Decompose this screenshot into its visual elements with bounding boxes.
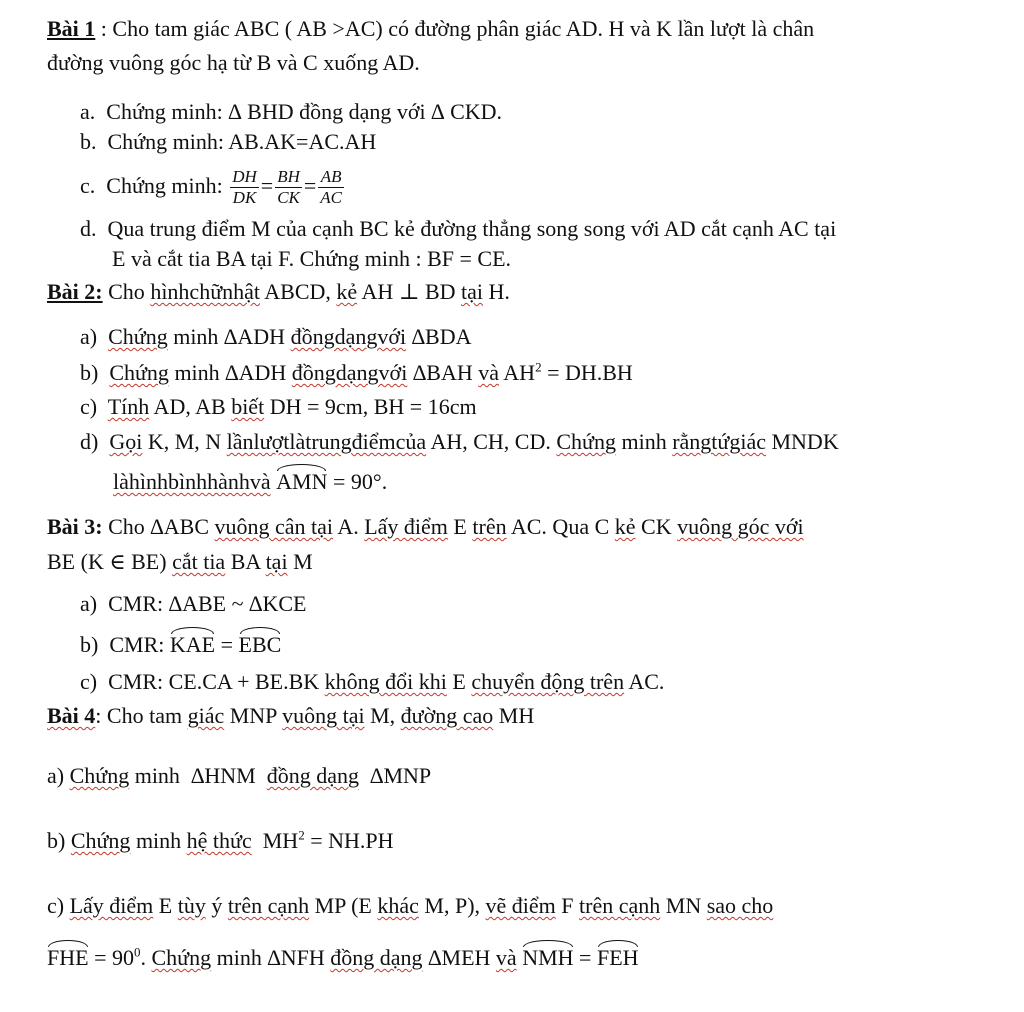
bai3-heading: Bài 3:: [47, 514, 103, 539]
bai1-item-d-cont: E và cắt tia BA tại F. Chứng minh : BF = CE.: [112, 246, 512, 271]
bai2-item-d: d) Gọi K, M, N lầnlượtlàtrungđiểmcủa AH, CH, CD. Chứng minh rằngtứgiác MNDK: [80, 429, 839, 454]
bai1-line1: Bài 1 : Cho tam giác ABC ( AB >AC) có đường phân giác AD. H và K lần lượt là chân: [47, 16, 815, 41]
bai4-item-b: b) Chứng minh hệ thức $MH^2 = NH.PH$: [47, 827, 394, 853]
bai4-heading: Bài 4: [47, 703, 96, 728]
bai2-item-d-cont: làhìnhbìnhhànhvà AMN = 90°.: [113, 464, 387, 496]
bai4-line1: Bài 4: Cho tam giác MNP vuông tại M, đường cao MH: [47, 703, 535, 728]
bai1-line2: đường vuông góc hạ từ B và C xuống AD.: [47, 50, 420, 75]
bai3-item-c: c) CMR: CE.CA + BE.BK không đổi khi E chuyển động trên AC.: [80, 669, 665, 694]
bai1-text: Cho tam giác ABC ( AB >AC) có đường phân giác AD. H và K lần lượt là chân: [112, 16, 815, 41]
fraction-ab-ac: $\frac{AB}{AC}$: [320, 167, 343, 208]
angle-feh: FEH: [597, 940, 639, 972]
bai1-item-d: d. Qua trung điểm M của cạnh BC kẻ đường thẳng song song với AD cắt cạnh AC tại: [80, 216, 837, 241]
angle-kae: KAE: [170, 627, 215, 659]
angle-fhe: FHE: [47, 940, 89, 972]
bai1-heading: Bài 1: [47, 16, 96, 41]
bai1-item-b: b. Chứng minh: AB.AK=AC.AH: [80, 129, 377, 154]
bai2-line1: Bài 2: Cho hìnhchữnhật ABCD, kẻ AH ⊥ BD tại H.: [47, 279, 510, 304]
angle-nmh: NMH: [522, 940, 573, 972]
bai1-item-c: c. Chứng minh: $\frac{DH}{DK}$ = $\frac{BH}{CK}$ = $\frac{AB}{AC}$: [80, 167, 343, 208]
bai4-item-a: a) Chứng minh ∆HNM đồng dạng ∆MNP: [47, 763, 432, 788]
fraction-bh-ck: $\frac{BH}{CK}$: [277, 167, 300, 208]
bai2-item-a: a) Chứng minh ∆ADH đồngdạngvới ∆BDA: [80, 324, 472, 349]
bai4-item-c: c) Lấy điểm E tùy ý trên cạnh MP (E khác M, P), vẽ điểm F trên cạnh MN sao cho: [47, 893, 774, 918]
fraction-dh-dk: $\frac{DH}{DK}$: [232, 167, 257, 208]
bai4-item-c-cont: FHE = $90^0$. Chứng minh ∆NFH đồng dạng ∆MEH và NMH = FEH: [47, 940, 639, 972]
angle-ebc: EBC: [239, 627, 282, 659]
bai3-line2: BE (K ∈ BE) cắt tia BA tại M: [47, 549, 313, 574]
bai3-item-b: b) CMR: KAE = EBC: [80, 627, 281, 659]
bai3-item-a: a) CMR: ∆ABE ~ ∆KCE: [80, 591, 307, 616]
bai2-item-c: c) Tính AD, AB biết DH = 9cm, BH = 16cm: [80, 394, 477, 419]
bai2-heading: Bài 2:: [47, 279, 103, 304]
angle-amn: AMN: [276, 464, 327, 496]
bai2-item-b: b) Chứng minh ∆ADH đồngdạngvới ∆BAH và $AH^2 = DH.BH$: [80, 359, 633, 385]
bai3-line1: Bài 3: Cho ∆ABC vuông cân tại A. Lấy điểm E trên AC. Qua C kẻ CK vuông góc với: [47, 514, 804, 539]
bai1-item-a: a. Chứng minh: ∆ BHD đồng dạng với ∆ CKD.: [80, 99, 503, 124]
